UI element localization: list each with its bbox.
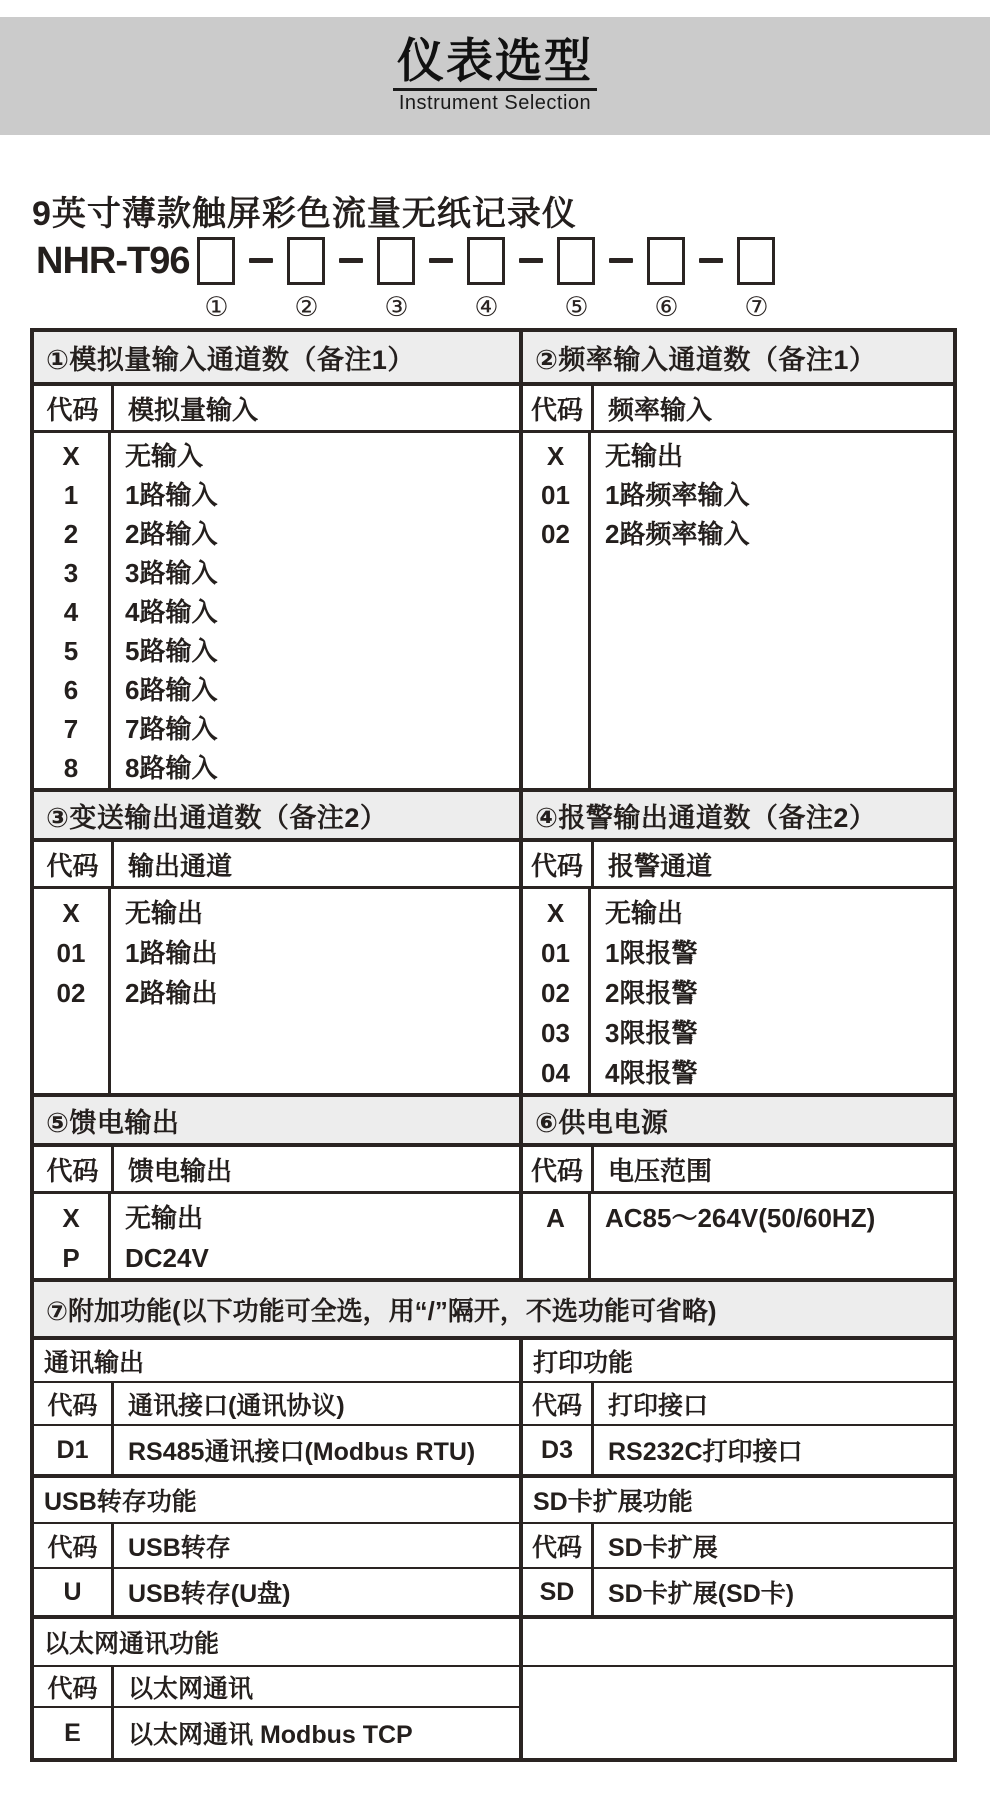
desc-header-cell: USB转存 (128, 1533, 231, 1562)
code-cell: D3 (523, 1426, 594, 1474)
subsection-header: USB转存功能 (34, 1478, 519, 1524)
code-cell: 01 (541, 938, 570, 968)
code-column (34, 1194, 111, 1278)
code-column (34, 433, 111, 788)
code-header-cell: 代码 (34, 842, 114, 886)
subsection-column-headers (34, 1383, 519, 1426)
code-cell: X (62, 441, 80, 471)
dash-separator (505, 237, 557, 263)
segment-number: ② (294, 292, 319, 322)
segment-number: ⑦ (744, 292, 769, 322)
segment-number: ⑥ (654, 292, 679, 322)
desc-cell: 2路输出 (125, 978, 218, 1008)
section-2-header: ②频率输入通道数（备注1） (523, 332, 953, 386)
banner-subtitle: Instrument Selection (398, 91, 592, 114)
desc-header-cell: 模拟量输入 (128, 394, 259, 425)
desc-cell: 3限报警 (605, 1018, 698, 1048)
section-6-column-headers (523, 1147, 953, 1194)
desc-header-cell: 通讯接口(通讯协议) (128, 1391, 345, 1420)
subsection-row (523, 1426, 953, 1478)
code-column (523, 1194, 591, 1278)
product-title: 9英寸薄款触屏彩色流量无纸记录仪 (32, 195, 577, 233)
desc-column (591, 1194, 953, 1278)
desc-cell: 1限报警 (605, 938, 698, 968)
dash-separator (415, 237, 467, 263)
section-1-rows (34, 433, 519, 788)
desc-cell: 2路输入 (125, 519, 218, 549)
model-segment-box (287, 237, 325, 285)
dash-icon (609, 258, 633, 263)
subsection-header: 打印功能 (523, 1340, 953, 1383)
desc-column (111, 1194, 519, 1278)
section-2-column-headers (523, 386, 953, 433)
subsection-column-headers (34, 1667, 519, 1708)
desc-cell: DC24V (125, 1243, 209, 1273)
desc-column (111, 433, 519, 788)
desc-cell: 无输出 (605, 898, 684, 928)
code-cell: X (546, 898, 565, 928)
page-banner (0, 17, 990, 135)
code-column (523, 433, 591, 788)
section-7-header: ⑦附加功能(以下功能可全选，用“/”隔开，不选功能可省略) (34, 1278, 953, 1340)
segment-number: ③ (384, 292, 409, 322)
code-cell: 02 (56, 978, 86, 1008)
desc-cell: 1路频率输入 (605, 480, 750, 510)
desc-header-cell: 频率输入 (608, 394, 713, 425)
desc-cell: 3路输入 (125, 558, 218, 588)
subsection-row (34, 1569, 519, 1619)
section-1-column-headers (34, 386, 519, 433)
model-segment-6 (647, 237, 685, 321)
model-segment-3 (377, 237, 415, 321)
desc-cell: 2限报警 (605, 978, 698, 1008)
desc-cell: 7路输入 (125, 714, 218, 744)
band-section-7 (34, 1340, 953, 1758)
code-cell: D1 (34, 1426, 114, 1474)
band-sections-3-4 (34, 788, 953, 1093)
desc-cell: 2路频率输入 (605, 519, 750, 549)
section-3-rows (34, 889, 519, 1093)
desc-header-cell: 输出通道 (128, 850, 233, 881)
dash-separator (235, 237, 287, 263)
desc-cell: 无输出 (125, 898, 204, 928)
desc-cell: 以太网通讯 Modbus TCP (128, 1721, 413, 1749)
segment-number: ① (204, 292, 229, 322)
dash-icon (699, 258, 723, 263)
code-header-cell: 代码 (523, 1147, 594, 1191)
code-header-cell: 代码 (523, 386, 594, 430)
code-cell: 3 (63, 558, 79, 588)
desc-header-cell: 馈电输出 (128, 1155, 233, 1186)
subsection-header: 以太网通讯功能 (34, 1619, 519, 1667)
segment-number: ⑤ (564, 292, 589, 322)
code-cell: 02 (541, 519, 570, 549)
dash-separator (325, 237, 377, 263)
band-sections-1-2 (34, 332, 953, 788)
empty-cell (523, 1667, 953, 1758)
desc-cell: 1路输入 (125, 480, 218, 510)
desc-column (591, 889, 953, 1093)
code-cell: X (62, 898, 80, 928)
code-cell: 5 (63, 636, 79, 666)
selection-table (30, 328, 957, 1762)
model-segment-2 (287, 237, 325, 321)
code-cell: 8 (63, 753, 79, 783)
code-cell: P (62, 1243, 80, 1273)
section-5-rows (34, 1194, 519, 1278)
code-cell: E (34, 1708, 114, 1758)
code-cell: 7 (63, 714, 79, 744)
code-header-cell: 代码 (34, 386, 114, 430)
section-4-column-headers (523, 842, 953, 889)
subsection-column-headers (523, 1524, 953, 1569)
section-2 (523, 332, 953, 788)
desc-cell: 1路输出 (125, 938, 218, 968)
subsection-row (523, 1569, 953, 1619)
subsection-header: 通讯输出 (34, 1340, 519, 1383)
desc-cell: 无输出 (605, 441, 684, 471)
section-6 (523, 1097, 953, 1278)
model-segment-box (557, 237, 595, 285)
section-6-header: ⑥供电电源 (523, 1097, 953, 1147)
code-cell: 2 (63, 519, 79, 549)
desc-header-cell: SD卡扩展 (608, 1533, 718, 1562)
model-prefix: NHR-T96 (36, 240, 190, 282)
code-header-cell: 代码 (34, 1383, 114, 1424)
section-5-column-headers (34, 1147, 519, 1194)
code-cell: 01 (56, 938, 86, 968)
model-segment-1 (197, 237, 235, 321)
section-4-header: ④报警输出通道数（备注2） (523, 792, 953, 842)
subsection-row (34, 1708, 519, 1758)
code-cell: X (546, 441, 565, 471)
model-segment-box (737, 237, 775, 285)
desc-header-cell: 以太网通讯 (128, 1674, 254, 1703)
subsection-column-headers (34, 1524, 519, 1569)
section-3 (34, 792, 523, 1093)
desc-cell: USB转存(U盘) (128, 1580, 291, 1608)
segment-number: ④ (474, 292, 499, 322)
section-7-right (523, 1340, 953, 1758)
section-5 (34, 1097, 523, 1278)
code-cell: SD (523, 1569, 594, 1615)
desc-cell: 无输入 (125, 441, 204, 471)
desc-header-cell: 报警通道 (608, 850, 713, 881)
desc-header-cell: 电压范围 (608, 1155, 713, 1186)
code-header-cell: 代码 (34, 1147, 114, 1191)
code-cell: U (34, 1569, 114, 1615)
dash-icon (519, 258, 543, 263)
dash-icon (429, 258, 453, 263)
model-code-line (36, 237, 775, 321)
section-3-header: ③变送输出通道数（备注2） (34, 792, 519, 842)
model-segment-7 (737, 237, 775, 321)
desc-header-cell: 打印接口 (608, 1391, 709, 1420)
desc-cell: 8路输入 (125, 753, 218, 783)
band-sections-5-6 (34, 1093, 953, 1278)
code-cell: 02 (541, 978, 570, 1008)
section-4 (523, 792, 953, 1093)
code-header-cell: 代码 (34, 1524, 114, 1567)
empty-cell (523, 1619, 953, 1667)
code-cell: 01 (541, 480, 570, 510)
desc-cell: 4路输入 (125, 597, 218, 627)
code-cell: 1 (63, 480, 79, 510)
section-1 (34, 332, 523, 788)
code-header-cell: 代码 (523, 842, 594, 886)
code-cell: 04 (541, 1058, 570, 1088)
dash-icon (249, 258, 273, 263)
section-6-rows (523, 1194, 953, 1278)
desc-cell: 无输出 (125, 1203, 204, 1233)
model-segment-box (197, 237, 235, 285)
code-cell: 4 (63, 597, 79, 627)
banner-title: 仪表选型 (393, 35, 597, 91)
section-2-rows (523, 433, 953, 788)
model-segment-box (377, 237, 415, 285)
code-header-cell: 代码 (523, 1524, 594, 1567)
desc-cell: 5路输入 (125, 636, 218, 666)
desc-cell: SD卡扩展(SD卡) (608, 1580, 795, 1608)
code-header-cell: 代码 (34, 1667, 114, 1706)
desc-cell: RS232C打印接口 (608, 1438, 803, 1466)
subsection-row (34, 1426, 519, 1478)
code-cell: X (62, 1203, 80, 1233)
subsection-column-headers (523, 1383, 953, 1426)
model-segment-box (647, 237, 685, 285)
model-segment-box (467, 237, 505, 285)
dash-separator (685, 237, 737, 263)
section-7-left (34, 1340, 523, 1758)
code-column (523, 889, 591, 1093)
code-cell: 03 (541, 1018, 570, 1048)
section-3-column-headers (34, 842, 519, 889)
desc-cell: AC85～264V(50/60HZ) (605, 1203, 876, 1233)
model-segment-4 (467, 237, 505, 321)
dash-icon (339, 258, 363, 263)
desc-column (111, 889, 519, 1093)
desc-cell: 4限报警 (605, 1058, 698, 1088)
desc-cell: RS485通讯接口(Modbus RTU) (128, 1438, 476, 1466)
section-5-header: ⑤馈电输出 (34, 1097, 519, 1147)
code-column (34, 889, 111, 1093)
desc-column (591, 433, 953, 788)
desc-cell: 6路输入 (125, 675, 218, 705)
code-header-cell: 代码 (523, 1383, 594, 1424)
section-4-rows (523, 889, 953, 1093)
subsection-header: SD卡扩展功能 (523, 1478, 953, 1524)
dash-separator (595, 237, 647, 263)
model-segment-5 (557, 237, 595, 321)
code-cell: 6 (63, 675, 79, 705)
section-1-header: ①模拟量输入通道数（备注1） (34, 332, 519, 386)
code-cell: A (546, 1203, 565, 1233)
